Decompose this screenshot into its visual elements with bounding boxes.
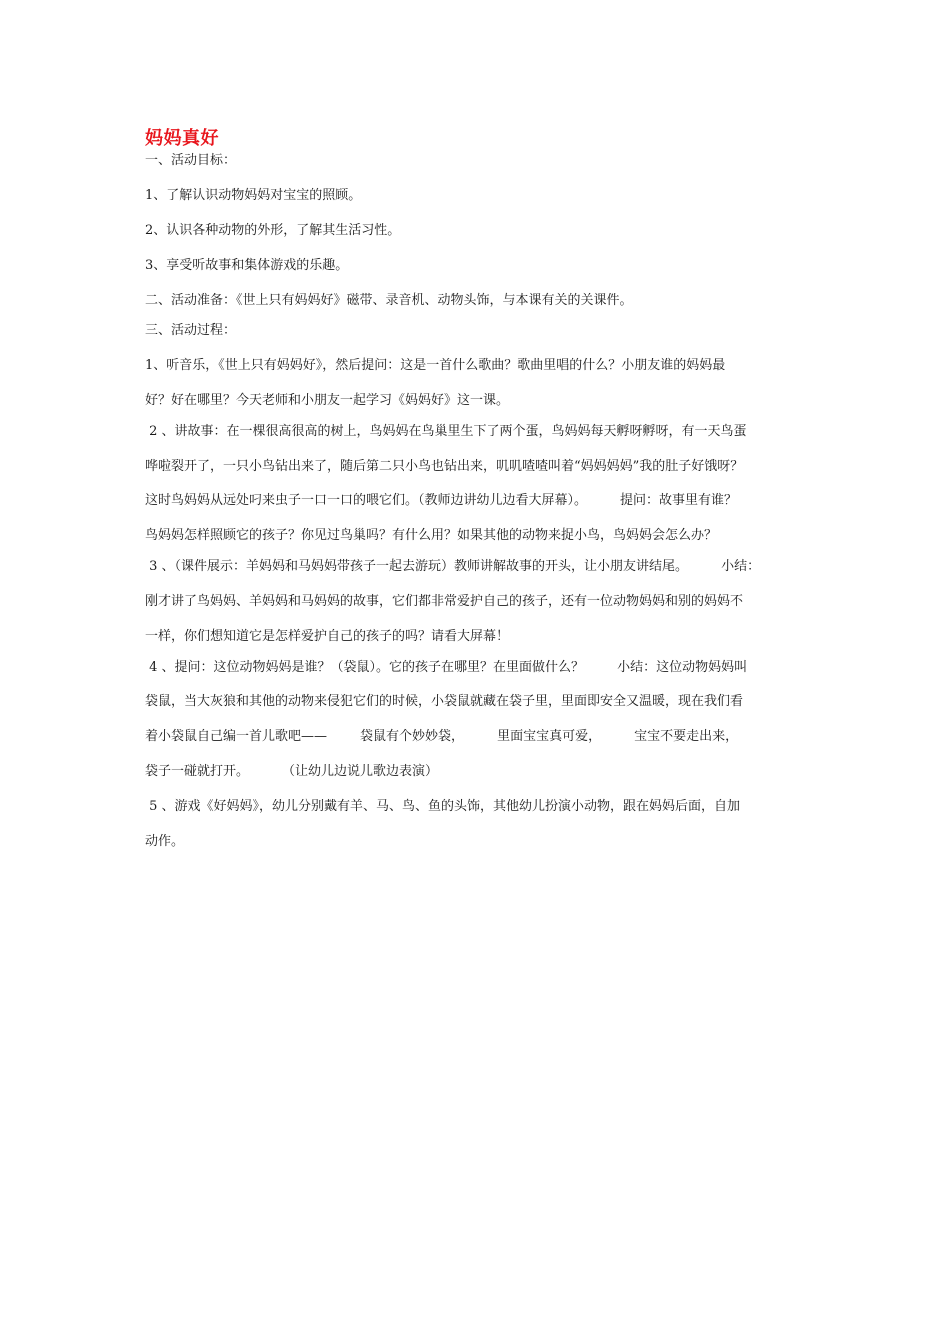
process-step-2-line-3: 这时鸟妈妈从远处叼来虫子一口一口的喂它们。（教师边讲幼儿边看大屏幕）。 提问：故事里有谁？ [145, 493, 738, 508]
process-step-1-line-1: 1、听音乐，《世上只有妈妈好》，然后提问：这是一首什么歌曲？歌曲里唱的什么？小朋友谁的妈妈最 [145, 358, 726, 373]
goal-item-3: 3、享受听故事和集体游戏的乐趣。 [145, 258, 349, 273]
section-preparation: 二、活动准备：《世上只有妈妈好》磁带、录音机、动物头饰，与本课有关的关课件。 [145, 293, 633, 308]
process-step-3-line-1: 3 、（课件展示：羊妈妈和马妈妈带孩子一起去游玩）教师讲解故事的开头，让小朋友讲结尾。 小结： [145, 559, 761, 574]
process-step-4-line-2: 袋鼠，当大灰狼和其他的动物来侵犯它们的时候，小袋鼠就藏在袋子里，里面即安全又温暖，现在我们看 [145, 694, 744, 709]
process-step-2-line-4: 鸟妈妈怎样照顾它的孩子？你见过鸟巢吗？有什么用？如果其他的动物来捉小鸟，鸟妈妈会怎么办？ [145, 528, 718, 543]
process-step-1-line-2: 好？好在哪里？今天老师和小朋友一起学习《妈妈好》这一课。 [145, 393, 510, 408]
process-step-5-line-1: 5 、游戏《好妈妈》，幼儿分别戴有羊、马、鸟、鱼的头饰，其他幼儿扮演小动物，跟在妈妈后面，自加 [145, 799, 741, 814]
section-goals-heading: 一、活动目标： [145, 153, 237, 168]
document-title: 妈妈真好 [145, 128, 219, 149]
process-step-2-line-1: 2 、讲故事：在一棵很高很高的树上，鸟妈妈在鸟巢里生下了两个蛋，鸟妈妈每天孵呀孵呀，有一天鸟蛋 [145, 424, 747, 439]
goal-item-2: 2、认识各种动物的外形，了解其生活习性。 [145, 223, 401, 238]
process-step-5-line-2: 动作。 [145, 834, 185, 849]
process-step-4-line-3: 着小袋鼠自己编一首儿歌吧—— 袋鼠有个妙妙袋， 里面宝宝真可爱， 宝宝不要走出来， [145, 729, 739, 744]
process-step-4-line-1: 4 、提问：这位动物妈妈是谁？（袋鼠）。它的孩子在哪里？在里面做什么？ 小结：这位动物妈妈叫 [145, 660, 748, 675]
process-step-3-line-3: 一样，你们想知道它是怎样爱护自己的孩子的吗？请看大屏幕！ [145, 629, 510, 644]
section-process-heading: 三、活动过程： [145, 323, 237, 338]
process-step-3-line-2: 刚才讲了鸟妈妈、羊妈妈和马妈妈的故事，它们都非常爱护自己的孩子，还有一位动物妈妈和别的妈妈不 [145, 594, 744, 609]
process-step-4-line-4: 袋子一碰就打开。 （让幼儿边说儿歌边表演） [145, 764, 439, 779]
process-step-2-line-2: 哗啦裂开了，一只小鸟钻出来了，随后第二只小鸟也钻出来，叽叽喳喳叫着“妈妈妈妈”我的肚子好饿呀？ [145, 459, 744, 474]
goal-item-1: 1、了解认识动物妈妈对宝宝的照顾。 [145, 188, 362, 203]
